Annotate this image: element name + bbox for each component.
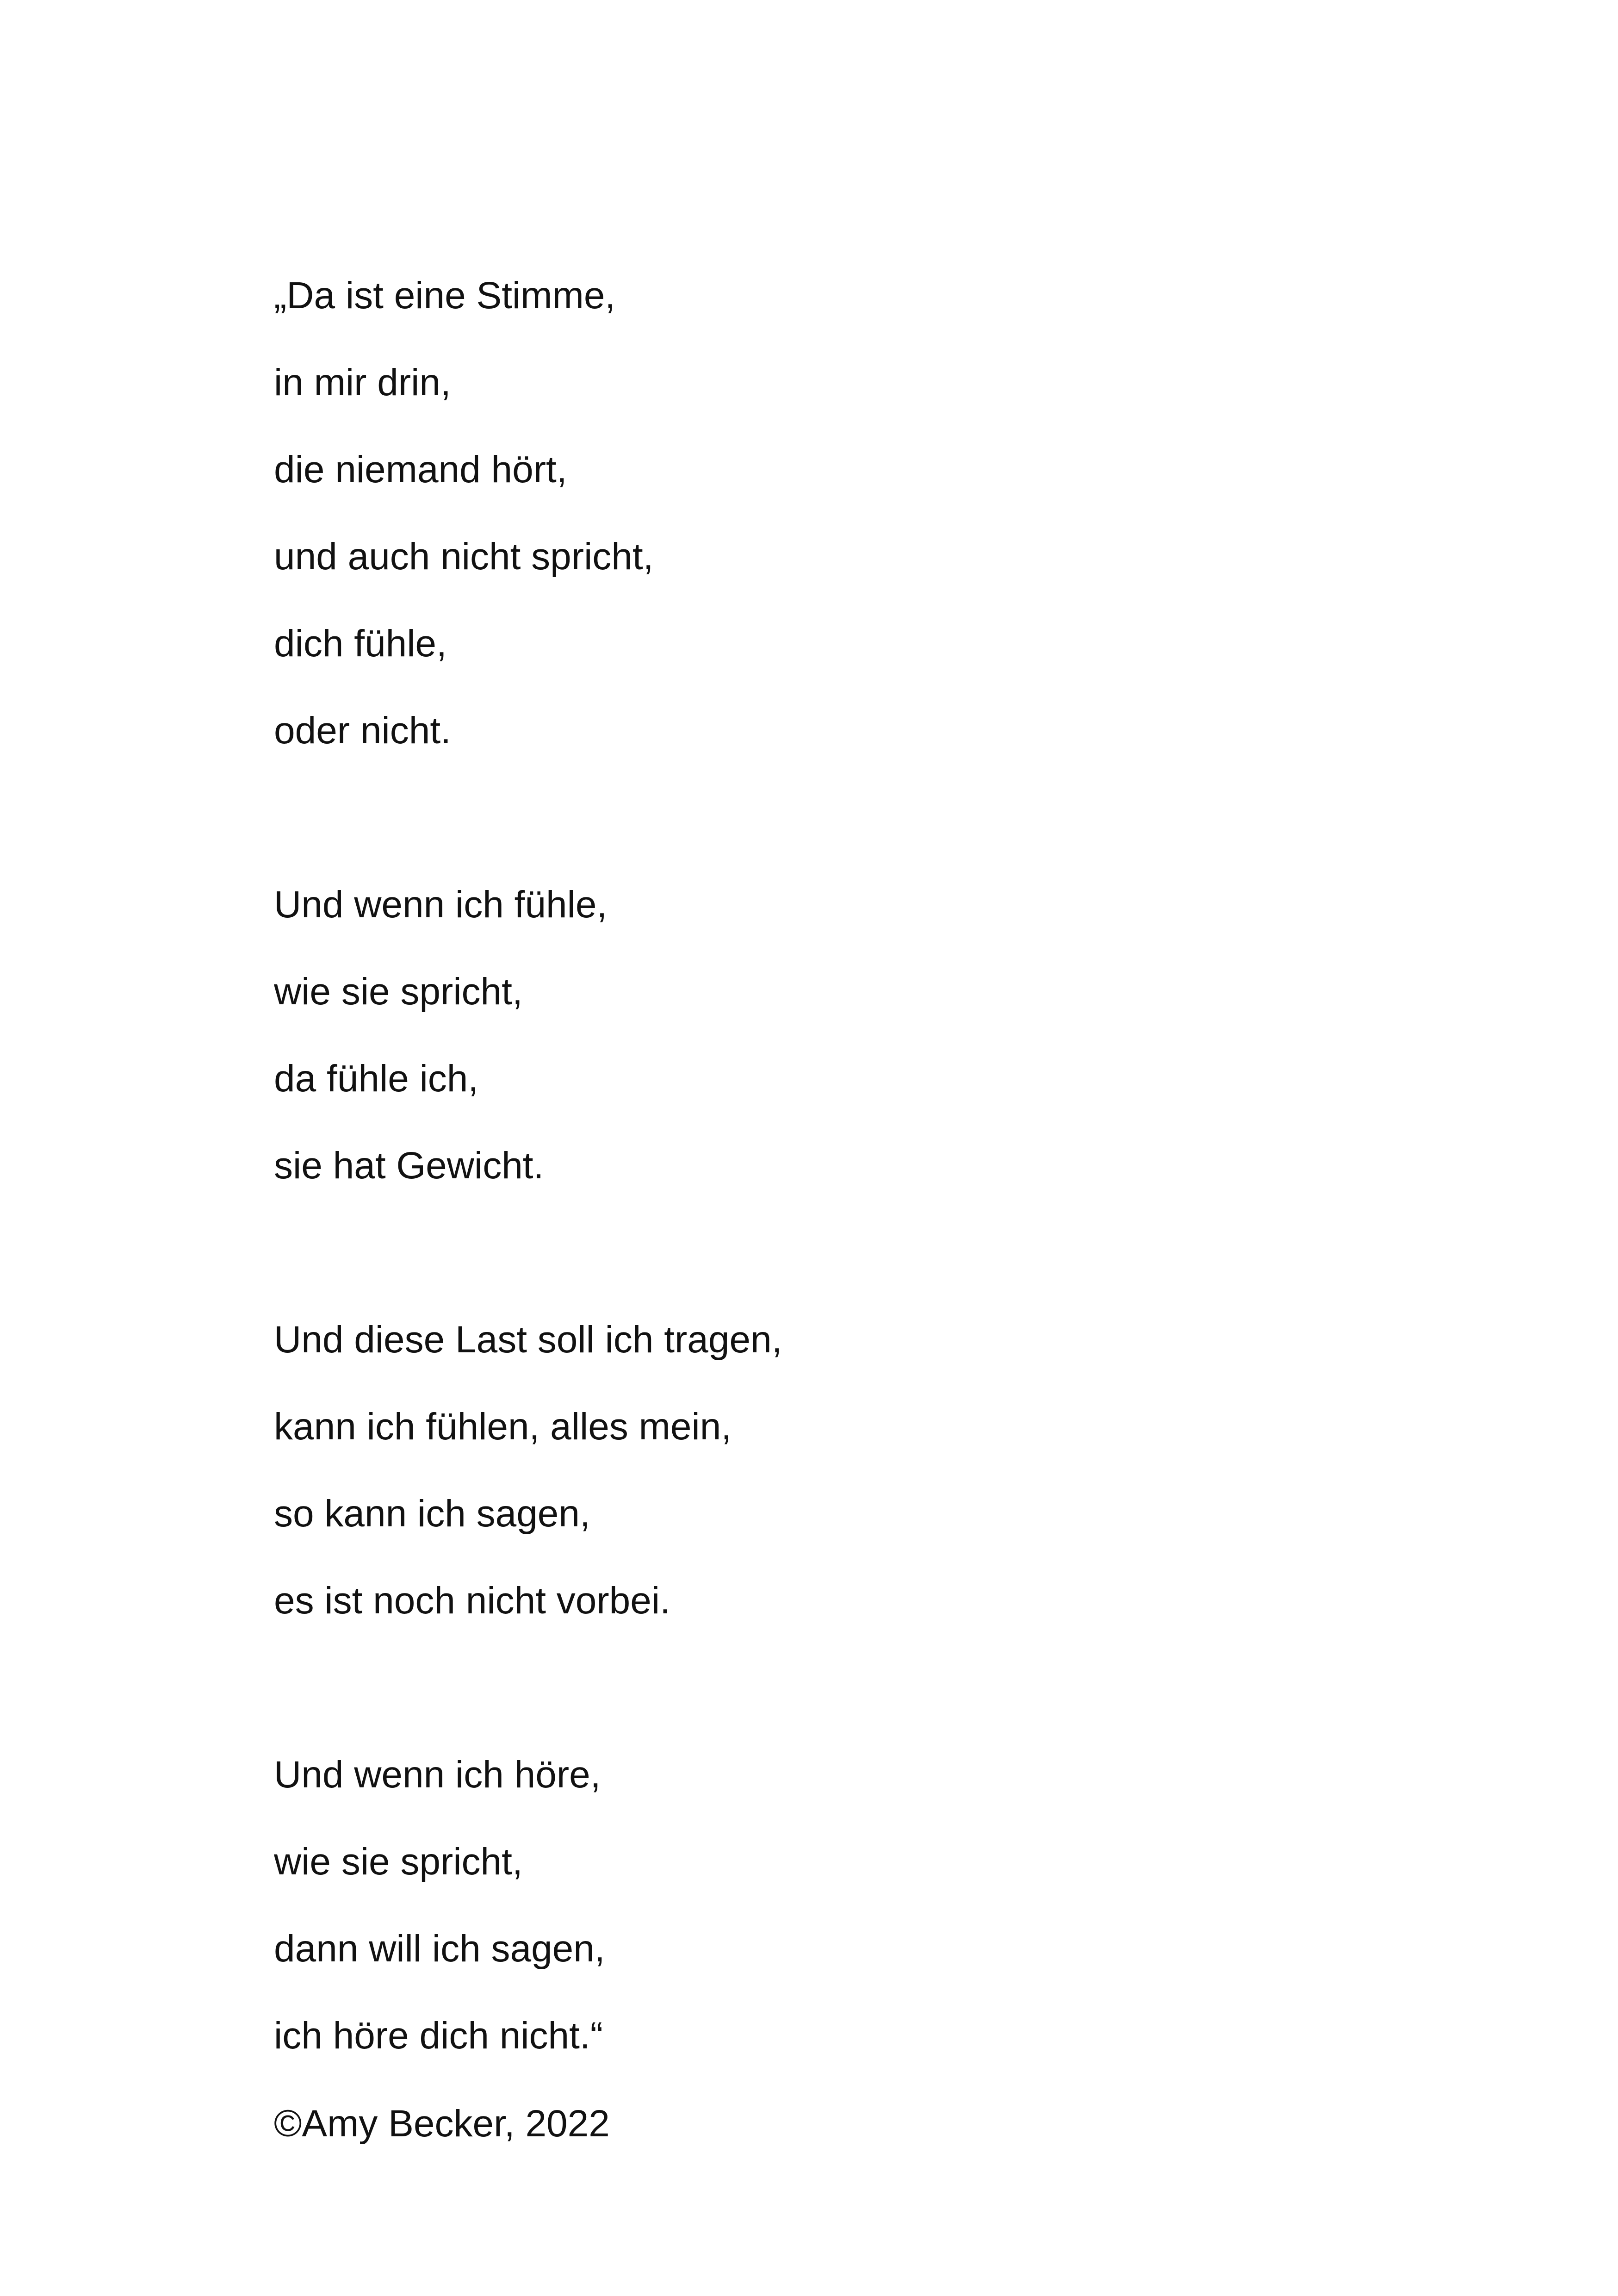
poem-line: ich höre dich nicht.“	[274, 2015, 603, 2057]
poem-line: „Da ist eine Stimme,	[274, 274, 616, 317]
poem-line: wie sie spricht,	[274, 971, 523, 1013]
poem-line: wie sie spricht,	[274, 1841, 523, 1883]
poem-line: Und wenn ich höre,	[274, 1754, 601, 1796]
poem-line: sie hat Gewicht.	[274, 1145, 544, 1187]
poem-line: es ist noch nicht vorbei.	[274, 1580, 670, 1622]
poem-line: so kann ich sagen,	[274, 1493, 590, 1535]
poem-line: oder nicht.	[274, 709, 451, 752]
copyright-notice: ©Amy Becker, 2022	[274, 2103, 610, 2145]
poem-line: dich fühle,	[274, 622, 447, 665]
poem-line: Und wenn ich fühle,	[274, 884, 608, 926]
poem-line: und auch nicht spricht,	[274, 535, 654, 578]
poem-line: die niemand hört,	[274, 448, 567, 491]
poem-line: kann ich fühlen, alles mein,	[274, 1406, 732, 1448]
poem-line: in mir drin,	[274, 361, 451, 404]
poem-line: da fühle ich,	[274, 1058, 479, 1100]
poem-line: Und diese Last soll ich tragen,	[274, 1319, 782, 1361]
poem-line: dann will ich sagen,	[274, 1928, 605, 1970]
